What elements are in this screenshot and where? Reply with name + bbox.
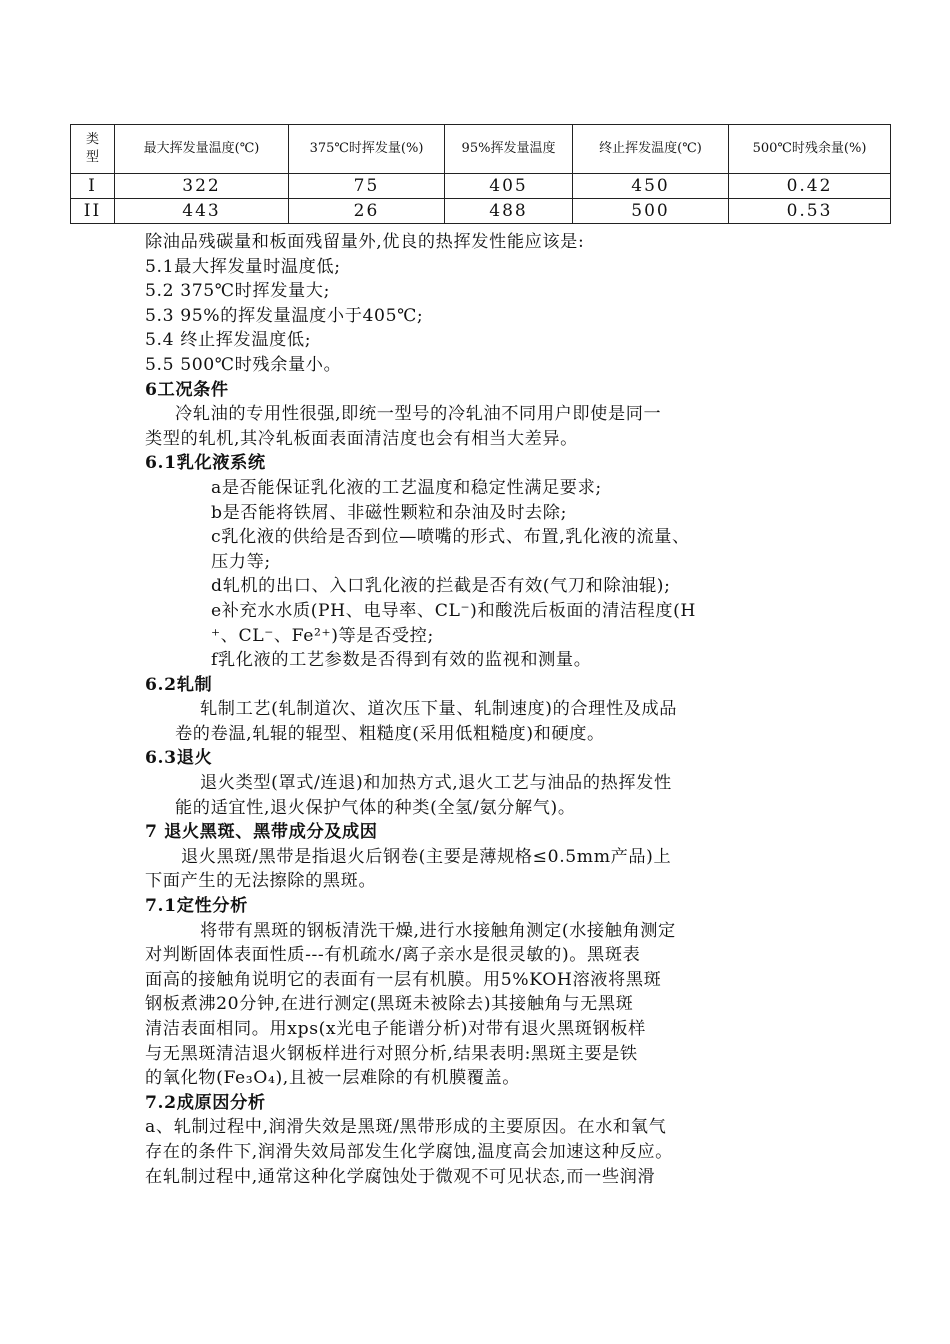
header-type: 类型 bbox=[71, 125, 115, 174]
table-cell: 450 bbox=[573, 174, 729, 199]
section-heading-7: 7 退火黑斑、黑带成分及成因 bbox=[145, 822, 378, 843]
section-heading-7-2: 7.2成原因分析 bbox=[145, 1092, 266, 1113]
section-heading-6-1: 6.1乳化液系统 bbox=[145, 453, 266, 474]
header-volatility-375: 375℃时挥发量(%) bbox=[289, 125, 445, 174]
table-cell: I bbox=[71, 174, 115, 199]
section-heading-7-1: 7.1定性分析 bbox=[145, 896, 248, 917]
table-cell: 443 bbox=[115, 199, 289, 224]
list-item: e补充水水质(PH、电导率、CL⁻)和酸洗后板面的清洁程度(H bbox=[211, 600, 697, 621]
list-item: 5.3 95%的挥发量温度小于405℃; bbox=[145, 305, 424, 326]
list-item: 5.4 终止挥发温度低; bbox=[145, 330, 312, 351]
volatility-table bbox=[70, 124, 891, 224]
list-item: d轧机的出口、入口乳化液的拦截是否有效(气刀和除油辊); bbox=[211, 576, 671, 597]
paragraph-line: 下面产生的无法擦除的黑斑。 bbox=[145, 871, 377, 892]
paragraph-line: a、轧制过程中,润滑失效是黑斑/黑带形成的主要原因。在水和氧气 bbox=[145, 1117, 667, 1138]
header-95-volatility-temp: 95%挥发量温度 bbox=[445, 125, 573, 174]
document-body bbox=[145, 230, 815, 1189]
list-item: f乳化液的工艺参数是否得到有效的监视和测量。 bbox=[211, 650, 592, 671]
paragraph-line: 的氧化物(Fe₃O₄),且被一层难除的有机膜覆盖。 bbox=[145, 1068, 521, 1089]
table-row bbox=[71, 174, 891, 199]
paragraph-line: 能的适宜性,退火保护气体的种类(全氢/氨分解气)。 bbox=[175, 797, 576, 818]
header-end-volatility-temp: 终止挥发温度(℃) bbox=[573, 125, 729, 174]
paragraph-line: 清洁表面相同。用xps(x光电子能谱分析)对带有退火黑斑钢板样 bbox=[145, 1019, 646, 1039]
paragraph-line: 面高的接触角说明它的表面有一层有机膜。用5%KOH溶液将黑斑 bbox=[145, 969, 662, 990]
header-residue-500: 500℃时残余量(%) bbox=[729, 125, 891, 174]
paragraph-line: 钢板煮沸20分钟,在进行测定(黑斑未被除去)其接触角与无黑斑 bbox=[145, 994, 634, 1015]
table-cell: 488 bbox=[445, 199, 573, 224]
paragraph-line: 与无黑斑清洁退火钢板样进行对照分析,结果表明:黑斑主要是铁 bbox=[145, 1043, 638, 1064]
list-item: 压力等; bbox=[211, 551, 271, 572]
paragraph-line: 退火黑斑/黑带是指退火后钢卷(主要是薄规格≤0.5mm产品)上 bbox=[181, 846, 672, 867]
paragraph-line: 类型的轧机,其冷轧板面表面清洁度也会有相当大差异。 bbox=[145, 428, 578, 449]
table-row bbox=[71, 199, 891, 224]
intro-paragraph: 除油品残碳量和板面残留量外,优良的热挥发性能应该是: bbox=[145, 232, 585, 252]
paragraph-line: 存在的条件下,润滑失效局部发生化学腐蚀,温度高会加速这种反应。 bbox=[145, 1141, 673, 1162]
paragraph-line: 将带有黑斑的钢板清洗干燥,进行水接触角测定(水接触角测定 bbox=[200, 920, 676, 941]
section-heading-6-3: 6.3退火 bbox=[145, 748, 213, 769]
table-cell: 26 bbox=[289, 199, 445, 224]
list-item: 5.1最大挥发量时温度低; bbox=[145, 256, 341, 277]
paragraph-line: 卷的卷温,轧辊的辊型、粗糙度(采用低粗糙度)和硬度。 bbox=[175, 723, 605, 744]
list-item: 5.5 500℃时残余量小。 bbox=[145, 354, 342, 375]
table-cell: 322 bbox=[115, 174, 289, 199]
list-item: ⁺、CL⁻、Fe²⁺)等是否受控; bbox=[211, 625, 434, 646]
list-item: a是否能保证乳化液的工艺温度和稳定性满足要求; bbox=[211, 477, 602, 498]
header-max-volatility-temp: 最大挥发量温度(℃) bbox=[115, 125, 289, 174]
section-heading-6-2: 6.2轧制 bbox=[145, 674, 213, 695]
paragraph-line: 冷轧油的专用性很强,即统一型号的冷轧油不同用户即使是同一 bbox=[175, 404, 662, 425]
list-item: 5.2 375℃时挥发量大; bbox=[145, 281, 330, 302]
section-heading-6: 6工况条件 bbox=[145, 379, 229, 400]
table-cell: II bbox=[71, 199, 115, 224]
list-item: c乳化液的供给是否到位—喷嘴的形式、布置,乳化液的流量、 bbox=[211, 527, 690, 548]
paragraph-line: 对判断固体表面性质---有机疏水/离子亲水是很灵敏的)。黑斑表 bbox=[145, 945, 641, 966]
paragraph-line: 在轧制过程中,通常这种化学腐蚀处于微观不可见状态,而一些润滑 bbox=[145, 1166, 656, 1187]
table-cell: 405 bbox=[445, 174, 573, 199]
table-cell: 0.42 bbox=[729, 174, 891, 199]
table-header-row bbox=[71, 125, 891, 174]
list-item: b是否能将铁屑、非磁性颗粒和杂油及时去除; bbox=[211, 502, 567, 523]
table-cell: 75 bbox=[289, 174, 445, 199]
table-cell: 500 bbox=[573, 199, 729, 224]
table-cell: 0.53 bbox=[729, 199, 891, 224]
paragraph-line: 轧制工艺(轧制道次、道次压下量、轧制速度)的合理性及成品 bbox=[200, 699, 678, 720]
paragraph-line: 退火类型(罩式/连退)和加热方式,退火工艺与油品的热挥发性 bbox=[200, 773, 672, 794]
